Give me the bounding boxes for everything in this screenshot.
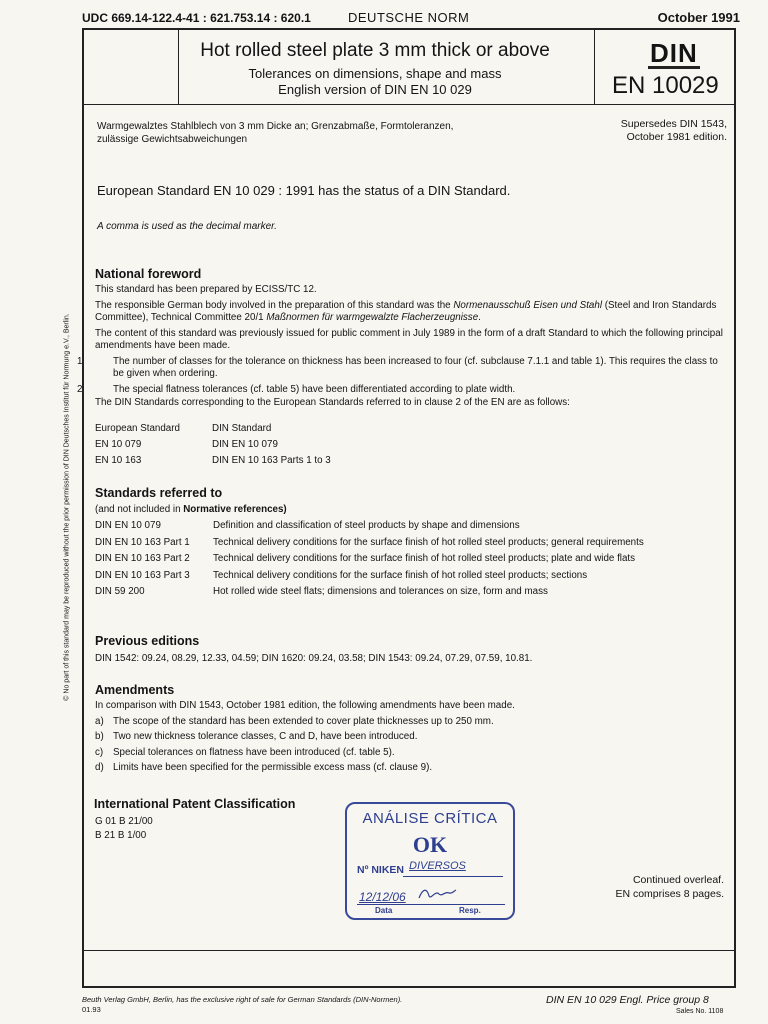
- stamp-line: [357, 904, 505, 905]
- reference-title: Technical delivery conditions for the surface finish of hot rolled steel products; sections: [213, 569, 588, 581]
- supersedes-line: Supersedes DIN 1543,: [620, 118, 727, 130]
- reference-code: DIN 59 200: [95, 586, 145, 597]
- stamp-date-label: Data: [375, 906, 393, 915]
- national-foreword-heading: National foreword: [95, 267, 202, 281]
- stamp-resp-label: Resp.: [459, 906, 481, 915]
- standard-number: EN 10029: [612, 72, 719, 99]
- document-subtitle: Tolerances on dimensions, shape and mass: [248, 66, 502, 81]
- table-cell: EN 10 079: [95, 439, 142, 450]
- foreword-paragraph: The DIN Standards corresponding to the European Standards referred to in clause 2 of the EN are as follows:: [95, 397, 570, 408]
- bottom-divider: [84, 950, 734, 951]
- reference-code: DIN EN 10 163 Part 1: [95, 536, 190, 548]
- german-title-line: Warmgewalztes Stahlblech von 3 mm Dicke an; Grenzabmaße, Formtoleranzen,: [97, 121, 454, 132]
- foreword-paragraph: This standard has been prepared by ECISS/TC 12.: [95, 284, 317, 295]
- item-label: a): [95, 715, 104, 727]
- din-logo: DIN: [650, 38, 698, 68]
- title-divider: [84, 104, 734, 105]
- amendment-item: [77, 383, 725, 397]
- footer-date: 01.93: [82, 1005, 101, 1014]
- committee-name: Normenausschuß Eisen und Stahl: [453, 299, 603, 311]
- table-cell: EN 10 163: [95, 455, 142, 466]
- footer-sales-number: Sales No. 1108: [676, 1008, 724, 1015]
- foreword-text: (Steel and Iron Standards Committee), Technical Committee 20/1: [95, 299, 717, 323]
- reference-code: DIN EN 10 079: [95, 520, 161, 531]
- continued-line: Continued overleaf.: [632, 874, 724, 886]
- note-text: (and not included in: [95, 504, 184, 515]
- reference-title: Hot rolled wide steel flats; dimensions and tolerances on size, form and mass: [213, 586, 548, 597]
- supersedes-note: [603, 118, 727, 144]
- amendment-item: [77, 355, 725, 381]
- item-label: d): [95, 762, 104, 773]
- copyright-side-text: © No part of this standard may be reproduced without the prior permission of DIN Deutsches Institut für Normung e.V., Berlin.: [63, 313, 71, 701]
- amendment-item: [95, 747, 725, 760]
- table-cell: DIN EN 10 079: [212, 439, 278, 450]
- stamp-title: ANÁLISE CRÍTICA: [362, 810, 498, 827]
- national-foreword-body: [77, 284, 725, 410]
- reference-row: [95, 537, 727, 550]
- continued-note: [564, 873, 724, 901]
- reference-row: [95, 553, 727, 566]
- technical-committee-name: Maßnormen für warmgewalzte Flacherzeugnisse: [266, 312, 479, 323]
- ipc-code: B 21 B 1/00: [95, 830, 147, 841]
- udc-code: UDC 669.14-122.4-41 : 621.753.14 : 620.1: [82, 11, 311, 25]
- previous-editions-text: DIN 1542: 09.24, 08.29, 12.33, 04.59; DIN 1620: 09.24, 03.58; DIN 1543: 09.24, 07.29, 07.59, 10.81.: [95, 653, 533, 664]
- amendment-item: [95, 716, 725, 729]
- ipc-code: G 01 B 21/00: [95, 816, 153, 827]
- publisher-line: Beuth Verlag GmbH, Berlin, has the exclusive right of sale for German Standards (DIN-Normen).: [82, 995, 403, 1004]
- stamp-number-label: Nº NIKEN: [357, 864, 405, 876]
- reference-title: Technical delivery conditions for the surface finish of hot rolled steel products; plate and wide flats: [213, 553, 636, 564]
- item-label: c): [95, 746, 104, 758]
- reference-row: [95, 586, 727, 599]
- table-row: [95, 454, 331, 467]
- previous-editions-heading: Previous editions: [95, 634, 200, 648]
- foreword-text: .: [478, 312, 481, 323]
- table-cell: DIN Standard: [212, 423, 272, 434]
- item-label: b): [95, 731, 104, 742]
- foreword-paragraph: [95, 300, 725, 325]
- item-text: Special tolerances on flatness have been introduced (cf. table 5).: [113, 746, 395, 758]
- stamp-line: [403, 876, 503, 877]
- german-title-line: zulässige Gewichtsabweichungen: [97, 134, 248, 145]
- item-number: 2: [77, 383, 83, 395]
- foreword-paragraph: The content of this standard was previously issued for public comment in July 1989 in the form of a draft Standard to which the following principal amendments have been made.: [95, 327, 723, 351]
- stamp-date: 12/12/06: [359, 890, 406, 904]
- note-text-bold: Normative references): [183, 504, 287, 515]
- item-text: The special flatness tolerances (cf. table 5) have been differentiated according to plate width.: [113, 383, 516, 395]
- norm-label: DEUTSCHE NORM: [348, 10, 470, 25]
- document-title: Hot rolled steel plate 3 mm thick or above: [200, 40, 550, 61]
- item-text: Limits have been specified for the permissible excess mass (cf. clause 9).: [113, 762, 433, 773]
- corresponding-standards-table: [95, 422, 331, 467]
- amendment-item: [95, 731, 725, 744]
- stamp-number-value: DIVERSOS: [409, 860, 466, 872]
- amendment-item: [95, 762, 725, 775]
- standards-referred-list: [95, 520, 727, 603]
- review-stamp: [345, 802, 515, 920]
- amendments-body: [95, 700, 725, 775]
- reference-row: [95, 520, 727, 533]
- table-row: [95, 422, 331, 435]
- stamp-ok: OK: [412, 832, 448, 857]
- decimal-marker-note: A comma is used as the decimal marker.: [97, 221, 277, 232]
- reference-title: Definition and classification of steel products by shape and dimensions: [213, 520, 520, 531]
- ipc-heading: International Patent Classification: [94, 797, 296, 811]
- item-number: 1: [77, 355, 83, 367]
- foreword-text: The responsible German body involved in the preparation of this standard was the: [95, 299, 454, 311]
- supersedes-line: October 1981 edition.: [626, 131, 727, 143]
- status-statement: European Standard EN 10 029 : 1991 has the status of a DIN Standard.: [97, 183, 511, 198]
- item-text: The scope of the standard has been extended to cover plate thicknesses up to 250 mm.: [113, 715, 494, 727]
- page-count-line: EN comprises 8 pages.: [615, 888, 724, 900]
- signature-icon: [417, 886, 457, 902]
- amendments-heading: Amendments: [95, 683, 175, 697]
- reference-title: Technical delivery conditions for the surface finish of hot rolled steel products; general requirements: [213, 536, 644, 548]
- document-version: English version of DIN EN 10 029: [278, 82, 472, 97]
- reference-code: DIN EN 10 163 Part 3: [95, 569, 190, 581]
- amendments-intro: In comparison with DIN 1543, October 1981 edition, the following amendments have been made.: [95, 700, 515, 711]
- item-text: Two new thickness tolerance classes, C and D, have been introduced.: [113, 731, 418, 742]
- ipc-codes: [95, 815, 153, 843]
- title-right-divider: [594, 30, 595, 104]
- standards-referred-heading: Standards referred to: [95, 486, 223, 500]
- table-cell: DIN EN 10 163 Parts 1 to 3: [212, 455, 331, 466]
- reference-code: DIN EN 10 163 Part 2: [95, 553, 190, 564]
- publication-date: October 1991: [657, 10, 740, 25]
- standards-referred-note: [95, 504, 725, 517]
- item-text: The number of classes for the tolerance on thickness has been increased to four (cf. subclause 7.1.1 and table 1). This requires the class to be given when ordering.: [113, 355, 718, 379]
- german-title: [97, 120, 567, 146]
- footer-price-group: DIN EN 10 029 Engl. Price group 8: [546, 994, 709, 1006]
- table-cell: European Standard: [95, 423, 180, 434]
- footer-publisher: [82, 995, 402, 1015]
- table-row: [95, 438, 331, 451]
- reference-row: [95, 570, 727, 583]
